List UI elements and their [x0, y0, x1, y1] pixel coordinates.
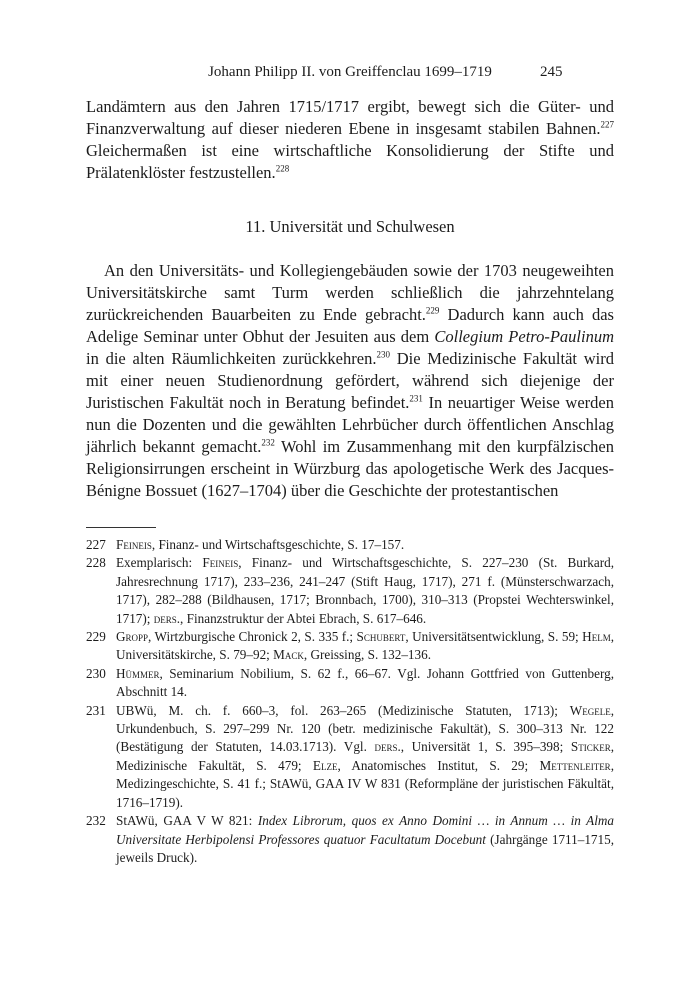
author-name: ders. [374, 739, 401, 755]
author-name: Sticker [570, 739, 611, 755]
footnote-number: 230 [86, 665, 106, 681]
text-run: , Finanz- und Wirtschaftsgeschichte, S. 17–157. [151, 537, 405, 552]
italic-title: Collegium Petro-Paulinum [434, 327, 614, 346]
text-run: , Finanz- und Wirtschaftsgeschichte, S. 227–230 (St. Burkard, Jahresrechnung 1717), 233–236, 241–247 (Stift Haug, 1717), 271 f. (Münsterschwarzach, 1717), 282–288 (Bildhausen, 1717; Bronnbach, 1700), 310–313 (Propstei Wechterswinkel, 1717); [116, 555, 614, 626]
footnote-number: 227 [86, 537, 106, 552]
footnote-ref-230[interactable]: 230 [376, 349, 390, 360]
footnote-ref-232[interactable]: 232 [261, 437, 275, 448]
author-name: Elze [312, 757, 338, 773]
footnote-number: 229 [86, 629, 106, 645]
text-run: Exemplarisch: [116, 555, 203, 571]
author-name: Schubert [356, 629, 406, 645]
author-name: Wegele [569, 702, 611, 718]
text-run: (Jahrgänge 1711–1715, jeweils Druck). [116, 831, 614, 865]
italic-title: Index Librorum, quos ex Anno Domini … in Annum … in Alma Universitate Herbipolensi Professores quatuor Facultatum Docebunt [116, 813, 614, 847]
footnote-ref-228[interactable]: 228 [275, 163, 290, 174]
text-run: , Universität 1, S. 395–398; [400, 739, 571, 755]
text-run: , Finanzstruktur der Abtei Ebrach, S. 617–646. [180, 610, 427, 626]
text-run: Die Medizinische Fakultät wird mit einer neuen Studienordnung gefördert, während sich diejenige der Juristischen Fakultät noch in Beratung befindet. [86, 349, 614, 412]
text-run: UBWü, M. ch. f. 660–3, fol. 263–265 (Medizinische Statuten, 1713); [116, 702, 570, 718]
running-title: Johann Philipp II. von Greiffenclau 1699–1719 [208, 64, 492, 80]
running-head [0, 64, 700, 86]
footnotes [86, 536, 614, 867]
author-name: Gropp [116, 629, 149, 645]
footnote-232 [86, 812, 614, 867]
text-run: , Wirtzburgische Chronick 2, S. 335 f.; [148, 629, 357, 645]
text-run: Wohl im Zusammenhang mit den kurpfälzischen Religionsirrungen erscheint in Würzburg das apologetische Werk des Jacques-Bénigne Bossuet (1627–1704) über die Geschichte der protestantischen [86, 437, 614, 500]
text-run: In neuartiger Weise werden nun die Dozenten und die gewählten Lehrbücher durch öffentlichen Anschlag jährlich bekannt gemacht. [86, 393, 614, 456]
paragraph-2 [86, 260, 614, 502]
text-run: , Anatomisches Institut, S. 29; [337, 757, 540, 773]
footnote-ref-229[interactable]: 229 [425, 305, 440, 316]
text-run: An den Universitäts- und Kollegiengebäuden sowie der 1703 neugeweihten Universitätskirche samt Turm werden schließlich die jahrzehntelang zurückreichenden Bauarbeiten zu Ende gebracht. [86, 261, 614, 324]
text-run: , Medizinische Fakultät, S. 479; [116, 739, 614, 773]
text-run: Gleichermaßen ist eine wirtschaftliche Konsolidierung der Stifte und Prälatenklöster festzustellen. [86, 141, 614, 182]
text-run: , Medizingeschichte, S. 41 f.; StAWü, GAA IV W 831 (Reformpläne der juristischen Fäkultät, 1716–1719). [116, 757, 614, 810]
text-run: , Seminarium Nobilium, S. 62 f., 66–67. Vgl. Johann Gottfried von Guttenberg, Abschnitt 14. [116, 665, 614, 700]
text-run: Dadurch kann auch das Adelige Seminar unter Obhut der Jesuiten aus dem [86, 305, 614, 346]
footnote-227 [86, 536, 614, 554]
author-name: Feineis [202, 555, 239, 571]
footnote-231 [86, 702, 614, 812]
footnote-230 [86, 665, 614, 702]
author-name: Hümmer [116, 665, 160, 681]
footnote-number: 232 [86, 813, 106, 829]
author-name: ders. [153, 610, 181, 626]
section-heading: 11. Universität und Schulwesen [245, 217, 455, 236]
page-number: 245 [540, 64, 563, 80]
text-run: in die alten Räumlichkeiten zurückkehren. [86, 349, 377, 368]
footnote-separator [86, 527, 156, 528]
text-run: , Universitätsentwicklung, S. 59; [405, 629, 583, 645]
text-run: StAWü, GAA V W 821: [116, 813, 258, 829]
author-name: Mack [273, 647, 304, 663]
footnote-number: 228 [86, 555, 106, 571]
author-name: Feineis [116, 537, 152, 552]
paragraph-1 [86, 96, 614, 184]
footnote-number: 231 [86, 702, 106, 718]
text-run: , Universitätskirche, S. 79–92; [116, 629, 614, 663]
footnote-ref-231[interactable]: 231 [409, 393, 423, 404]
text-run: , Greissing, S. 132–136. [303, 647, 431, 663]
author-name: Helm [582, 629, 611, 645]
footnote-228 [86, 554, 614, 628]
text-run: , Urkundenbuch, S. 297–299 Nr. 120 (betr. medizinische Fakultät), S. 300–313 Nr. 122 (Bestätigung der Statuten, 14.03.1713). Vgl. [116, 702, 614, 755]
author-name: Mettenleiter [539, 757, 611, 773]
footnote-229 [86, 628, 614, 665]
footnote-ref-227[interactable]: 227 [600, 119, 614, 130]
text-run: Landämtern aus den Jahren 1715/1717 ergibt, bewegt sich die Güter- und Finanzverwaltung auf dieser niederen Ebene in insgesamt stabilen Bahnen. [86, 97, 614, 138]
